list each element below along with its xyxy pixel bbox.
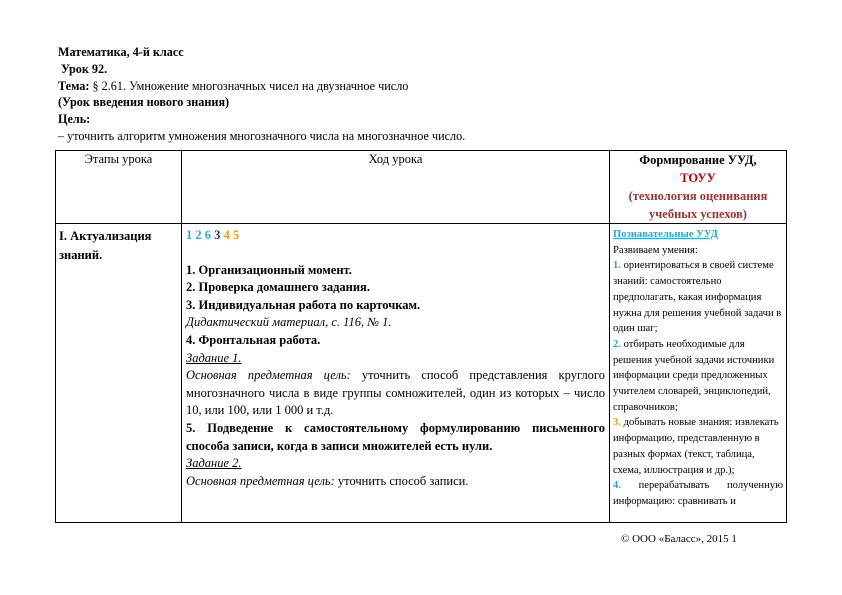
topic-line: Тема: § 2.61. Умножение многозначных чисел на двузначное число: [58, 78, 409, 93]
lesson-table: [55, 150, 787, 523]
step-2: 2. Проверка домашнего задания.: [186, 280, 370, 295]
table-header-row: [56, 151, 787, 224]
col-header-lesson-flow: Ход урока: [182, 151, 610, 224]
col-header-stages: Этапы урока: [56, 151, 182, 224]
step-4: 4. Фронтальная работа.: [186, 332, 321, 347]
uud-item-1: 1. ориентироваться в своей системе знаний: самостоятельно предполагать, какая информация нужна для решения учебной задачи в один шаг;: [613, 260, 782, 335]
task-1-goal: Основная предметная цель: уточнить способ представления круглого многозначного числа в виде группы сомножителей, один из которых – число 10, или 100, или 1 000 и т.д.: [186, 368, 605, 418]
goal-text: – уточнить алгоритм умножения многозначного числа на многозначное число.: [58, 128, 466, 143]
step-1: 1. Организационный момент.: [186, 262, 352, 277]
subject-line: Математика, 4-й класс: [58, 45, 184, 59]
task-1-title: Задание 1.: [186, 350, 242, 365]
lesson-flow-cell: [182, 224, 610, 523]
lesson-type: (Урок введения нового знания): [58, 95, 230, 110]
lesson-header: [58, 44, 465, 145]
uud-item-4: 4. перерабатывать полученную информацию: сравнивать и: [613, 480, 783, 507]
table-row: [56, 224, 787, 523]
step-3-reference: Дидактический материал, с. 116, № 1.: [186, 315, 392, 330]
task-2-title: Задание 2.: [186, 456, 242, 471]
step-5: 5. Подведение к самостоятельному формулированию письменного способа записи, когда в записи множителей есть нули.: [186, 420, 605, 453]
step-numbers: 1 2 6 3 4 5: [186, 228, 240, 242]
copyright-footer: © ООО «Баласс», 2015 1: [621, 533, 737, 545]
task-2-goal: Основная предметная цель: уточнить способ записи.: [186, 473, 469, 488]
uud-item-3: 3. добывать новые знания: извлекать информацию, представленную в разных формах (текст, таблица, схема, иллюстрация и др.);: [613, 417, 779, 476]
col-header-uud: Формирование УУД, ТОУУ (технология оценивания учебных успехов): [610, 151, 787, 224]
stage-cell: I. Актуализация знаний.: [56, 224, 182, 523]
uud-intro: Развиваем умения:: [613, 244, 698, 256]
uud-cell: [610, 224, 787, 523]
goal-label: Цель:: [58, 112, 91, 127]
uud-title: Познавательные УУД: [613, 229, 718, 240]
lesson-number: Урок 92.: [61, 61, 108, 76]
step-3: 3. Индивидуальная работа по карточкам.: [186, 297, 421, 312]
uud-item-2: 2. отбирать необходимые для решения учебной задачи источники информации среди предложенных учителем словарей, энциклопедий, справочников;: [613, 338, 775, 413]
